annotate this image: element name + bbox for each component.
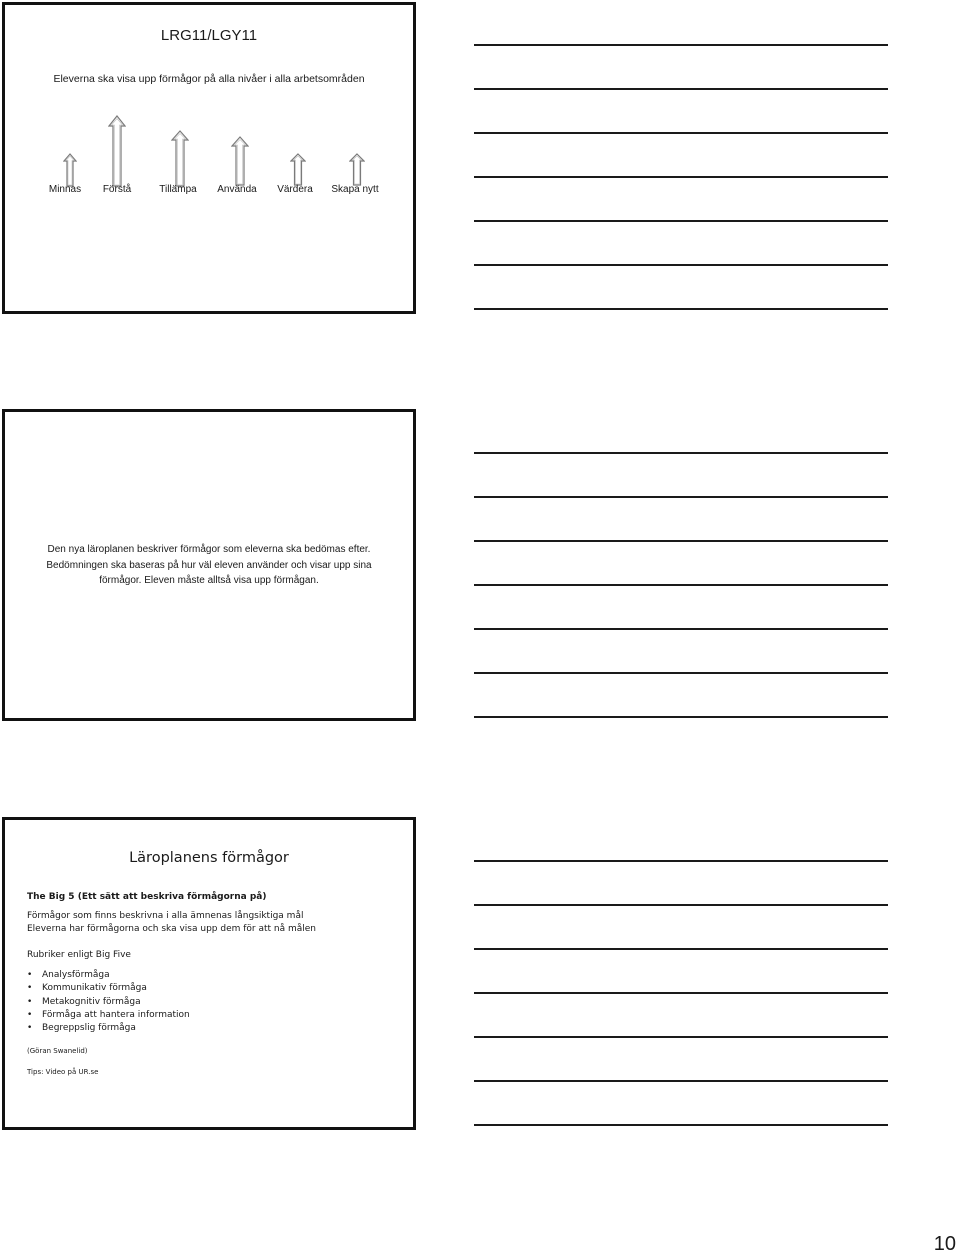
- slide-3: [2, 817, 416, 1130]
- slide-3-text: Förmågor som finns beskrivna i alla ämnenas långsiktiga mål: [27, 911, 304, 921]
- slide-1-subtitle: Eleverna ska visa upp förmågor på alla nivåer i alla arbetsområden: [53, 73, 365, 85]
- note-line: [474, 992, 888, 994]
- page-number: 10: [933, 1233, 956, 1255]
- note-line: [474, 948, 888, 950]
- slide-3-title: Läroplanens förmågor: [129, 850, 289, 866]
- note-line: [474, 220, 888, 222]
- up-arrow-icon: [108, 115, 126, 187]
- note-line: [474, 540, 888, 542]
- note-line: [474, 904, 888, 906]
- list-item: • Kommunikativ förmåga: [27, 982, 190, 995]
- note-line: [474, 584, 888, 586]
- slide-1: [2, 2, 416, 314]
- note-line: [474, 628, 888, 630]
- slide-3-subheading: Rubriker enligt Big Five: [27, 950, 131, 960]
- list-item: • Metakognitiv förmåga: [27, 996, 190, 1009]
- ability-list: [27, 969, 190, 1035]
- level-label: Tillämpa: [159, 184, 197, 195]
- slide-2: [2, 409, 416, 721]
- note-line: [474, 496, 888, 498]
- slide-3-tips: Tips: Video på UR.se: [27, 1068, 99, 1076]
- up-arrow-icon: [231, 136, 249, 186]
- note-line: [474, 452, 888, 454]
- note-line: [474, 672, 888, 674]
- note-line: [474, 860, 888, 862]
- slide-2-line: förmågor. Eleven måste alltså visa upp förmågan.: [99, 575, 319, 586]
- note-line: [474, 176, 888, 178]
- note-line: [474, 1124, 888, 1126]
- note-line: [474, 308, 888, 310]
- note-line: [474, 44, 888, 46]
- level-label: Använda: [217, 184, 257, 195]
- note-line: [474, 1036, 888, 1038]
- slide-1-title: LRG11/LGY11: [160, 27, 258, 44]
- slide-2-line: Den nya läroplanen beskriver förmågor som eleverna ska bedömas efter.: [47, 544, 371, 555]
- note-line: [474, 264, 888, 266]
- slide-3-author: (Göran Swanelid): [27, 1047, 88, 1055]
- note-line: [474, 88, 888, 90]
- note-line: [474, 1080, 888, 1082]
- list-item: • Begreppslig förmåga: [27, 1022, 190, 1035]
- level-label: Värdera: [277, 184, 313, 195]
- up-arrow-icon: [349, 153, 365, 186]
- level-label: Skapa nytt: [331, 184, 379, 195]
- list-item: • Analysförmåga: [27, 969, 190, 982]
- slide-2-line: Bedömningen ska baseras på hur väl eleven använder och visar upp sina: [46, 559, 372, 571]
- slide-3-heading: The Big 5 (Ett sätt att beskriva förmågorna på): [27, 892, 267, 902]
- up-arrow-icon: [63, 153, 77, 187]
- list-item: • Förmåga att hantera information: [27, 1009, 190, 1022]
- level-label: Förstå: [102, 184, 132, 195]
- up-arrow-icon: [290, 153, 306, 186]
- up-arrow-icon: [171, 130, 189, 187]
- note-line: [474, 716, 888, 718]
- level-label: Minnas: [48, 184, 82, 195]
- slide-3-text: Eleverna har förmågorna och ska visa upp dem för att nå målen: [27, 924, 317, 934]
- note-line: [474, 132, 888, 134]
- slide-2-body: [5, 542, 413, 589]
